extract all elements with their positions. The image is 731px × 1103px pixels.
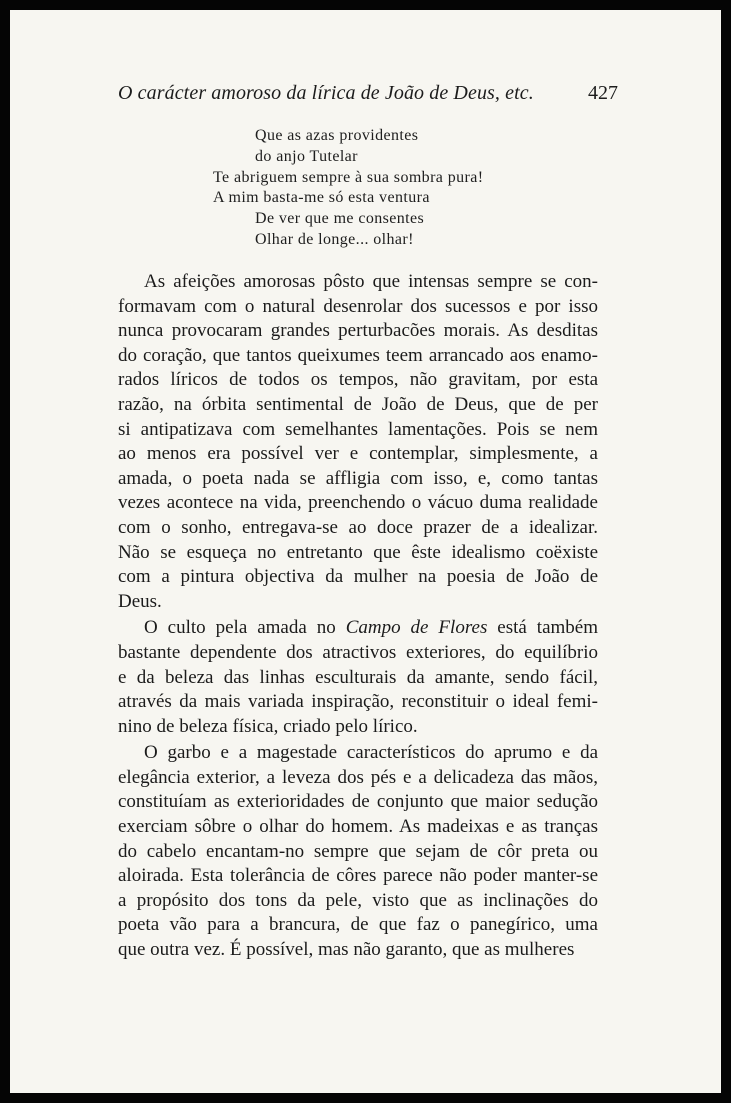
text-line: As afeições amorosas pôsto que intensas sempre se con- [144, 271, 598, 292]
book-page [10, 10, 721, 1093]
page-number: 427 [588, 82, 618, 104]
paragraph [118, 270, 598, 614]
text-line: rados líricos de todos os tempos, não gravitam, por esta [118, 369, 598, 391]
text-line: formavam com o natural desenrolar dos sucessos e por isso [118, 295, 598, 317]
text-line: aloirada. Esta tolerância de côres parece não poder manter-se [118, 865, 598, 887]
text-line: exerciam sôbre o olhar do homem. As madeixas e as tranças [118, 816, 598, 838]
text-line: si antipatizava com semelhantes lamentações. Pois se nem [118, 418, 598, 440]
text-line: elegância exterior, a leveza dos pés e a delicadeza das mãos, [118, 766, 598, 788]
running-head: O carácter amoroso da lírica de João de Deus, etc. [118, 82, 534, 104]
text-line: do coração, que tantos queixumes teem arrancado aos enamo- [118, 344, 598, 366]
text-line: nino de beleza física, criado pelo lírico. [118, 715, 418, 737]
poem-line: do anjo Tutelar [255, 147, 358, 165]
text-line: ao menos era possível ver e contemplar, simplesmente, a [118, 443, 598, 465]
text-line: O garbo e a magestade característicos do aprumo e da [144, 742, 598, 764]
paragraph [118, 616, 598, 739]
text-line: amada, o poeta nada se affligia com isso, e, como tantas [118, 467, 598, 489]
paragraph [118, 741, 598, 962]
text-line: com o sonho, entregava-se ao doce prazer de a idealizar. [118, 516, 598, 538]
text-line: bastante dependente dos atractivos exteriores, do equilíbrio [118, 641, 598, 663]
text-line: que outra vez. É possível, mas não garanto, que as mulheres [118, 939, 575, 961]
text-line: a propósito dos tons da pele, visto que as inclinações do [118, 889, 598, 911]
poem-line: De ver que me consentes [255, 210, 425, 228]
italic-title: Campo de Flores [345, 617, 488, 639]
text-line: O culto pela amada no Campo de Flores está também [144, 617, 598, 639]
text-line: nunca provocaram grandes perturbacões morais. As desditas [118, 320, 598, 342]
text-line: vezes acontece na vida, preenchendo o vácuo duma realidade [118, 492, 598, 514]
text-line: com a pintura objectiva da mulher na poesia de João de [118, 566, 598, 588]
text-line: do cabelo encantam-no sempre que sejam de côr preta ou [118, 840, 598, 862]
text-line: e da beleza das linhas esculturais da amante, sendo fácil, [118, 666, 598, 688]
text-line: Deus. [118, 590, 162, 612]
poem-line: Olhar de longe... olhar! [255, 230, 414, 248]
poem-line: A mim basta-me só esta ventura [213, 189, 430, 207]
text-line: constituíam as exterioridades de conjunto que maior sedução [118, 791, 598, 813]
text-line: razão, na órbita sentimental de João de Deus, que de per [118, 393, 598, 415]
poem-line: Que as azas providentes [255, 127, 419, 144]
text-line: através da mais variada inspiração, reconstituir o ideal femi- [118, 691, 598, 713]
poem-quotation [213, 126, 523, 251]
poem-line: Te abriguem sempre à sua sombra pura! [213, 168, 484, 186]
page-header [118, 82, 618, 112]
text-line: Não se esqueça no entretanto que êste idealismo coëxiste [118, 541, 598, 563]
body-text [118, 270, 598, 963]
text-line: poeta vão para a brancura, de que faz o panegírico, uma [118, 914, 598, 936]
